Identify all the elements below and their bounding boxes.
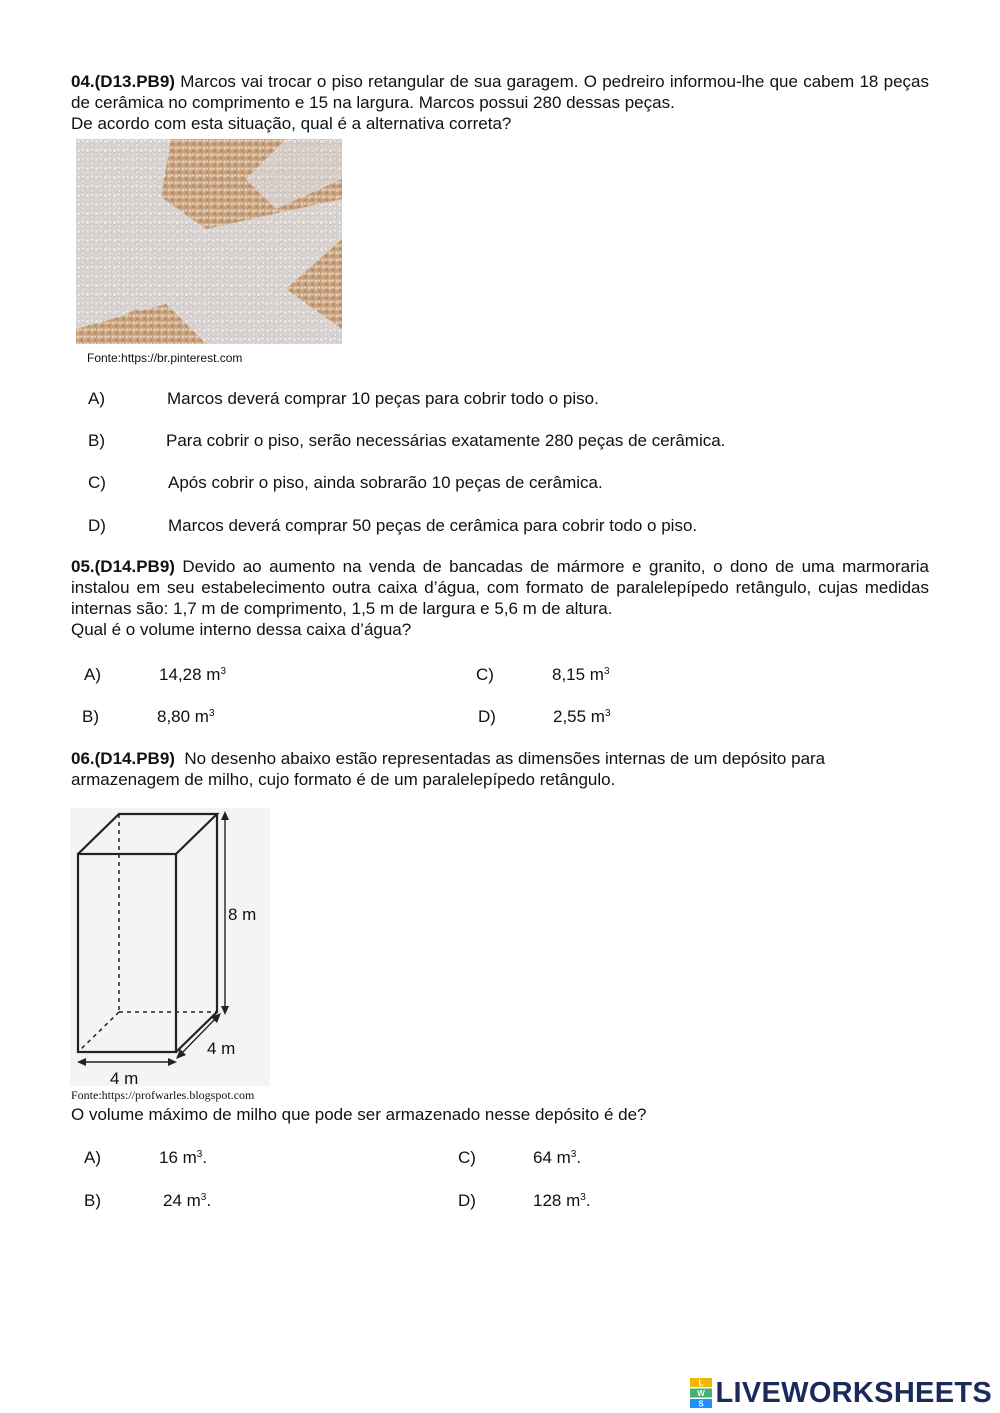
option-value: 24 m [163, 1191, 201, 1210]
question-05-code: 05.(D14.PB9) [71, 557, 175, 576]
question-04-option-a[interactable] [88, 388, 599, 409]
option-value: 16 m [159, 1148, 197, 1167]
option-value: 64 m [533, 1148, 571, 1167]
question-05-option-d[interactable] [478, 706, 611, 727]
question-04-prompt: De acordo com esta situação, qual é a alternativa correta? [71, 114, 512, 133]
option-exponent: 3 [570, 1149, 577, 1160]
question-04-source: Fonte:https://br.pinterest.com [87, 351, 243, 365]
option-suffix: . [585, 1191, 591, 1210]
option-letter: B) [82, 707, 99, 726]
option-letter: D) [478, 707, 496, 726]
option-letter: C) [458, 1148, 476, 1167]
logo-text: LIVEWORKSHEETS [715, 1377, 992, 1409]
option-letter: C) [88, 473, 106, 492]
question-05-option-c[interactable] [476, 664, 610, 685]
option-letter: A) [84, 665, 101, 684]
question-05-prompt: Qual é o volume interno dessa caixa d’água? [71, 620, 412, 639]
question-06-code: 06.(D14.PB9) [71, 749, 175, 768]
liveworksheets-logo[interactable] [690, 1378, 993, 1408]
option-text: Marcos deverá comprar 10 peças para cobrir todo o piso. [167, 389, 599, 408]
question-06-prompt: O volume máximo de milho que pode ser armazenado nesse depósito é de? [71, 1105, 647, 1124]
width-label: 4 m [110, 1069, 139, 1088]
height-label: 8 m [228, 905, 257, 924]
question-04-code: 04.(D13.PB9) [71, 72, 175, 91]
question-05-option-b[interactable] [82, 706, 215, 727]
question-06-source: Fonte:https://profwarles.blogspot.com [71, 1088, 255, 1102]
option-value: 128 m [533, 1191, 581, 1210]
liveworksheets-icon [690, 1378, 712, 1408]
question-04-option-c[interactable] [88, 472, 603, 493]
option-exponent: 3 [208, 708, 215, 719]
option-letter: A) [84, 1148, 101, 1167]
depot-box-diagram [70, 808, 270, 1086]
option-text: Após cobrir o piso, ainda sobrarão 10 peças de cerâmica. [168, 473, 603, 492]
option-suffix: . [206, 1191, 212, 1210]
question-06-statement [71, 748, 901, 790]
option-value: 8,80 m [157, 707, 209, 726]
option-suffix: . [576, 1148, 582, 1167]
option-value: 2,55 m [553, 707, 605, 726]
option-letter: B) [88, 431, 105, 450]
question-04-text: Marcos vai trocar o piso retangular de sua garagem. O pedreiro informou-lhe que cabem 18 peças de cerâmica no comprimento e 15 na largura. Marcos possui 280 dessas peças. [71, 72, 929, 112]
option-exponent: 3 [604, 708, 611, 719]
option-exponent: 3 [603, 666, 610, 677]
question-04-option-b[interactable] [88, 430, 726, 451]
logo-letter-l: L [698, 1378, 703, 1388]
option-exponent: 3 [200, 1192, 207, 1203]
option-letter: B) [84, 1191, 101, 1210]
option-value: 8,15 m [552, 665, 604, 684]
logo-letter-w: W [696, 1389, 705, 1398]
question-06-option-b[interactable] [84, 1190, 212, 1211]
option-letter: A) [88, 389, 105, 408]
question-06-option-c[interactable] [458, 1147, 582, 1168]
option-exponent: 3 [580, 1192, 586, 1203]
question-04-option-d[interactable] [88, 515, 698, 536]
option-text: Para cobrir o piso, serão necessárias exatamente 280 peças de cerâmica. [166, 431, 726, 450]
depth-label: 4 m [207, 1039, 236, 1058]
question-04-statement [71, 71, 929, 134]
option-value: 14,28 m [159, 665, 221, 684]
question-06-option-a[interactable] [84, 1147, 208, 1168]
question-06-text: No desenho abaixo estão representadas as dimensões internas de um depósito para armazenagem de milho, cujo formato é de um paralelepípedo retângulo. [71, 749, 826, 789]
question-05-text: Devido ao aumento na venda de bancadas de mármore e granito, o dono de uma marmoraria instalou em seu estabelecimento outra caixa d’água, com formato de paralelepípedo retângulo, cujas medidas internas são: 1,7 m de comprimento, 1,5 m de largura e 5,6 m de altura. [71, 557, 929, 618]
depot-figure [70, 808, 270, 1086]
option-letter: C) [476, 665, 494, 684]
ceramic-tile-image [76, 139, 342, 344]
option-suffix: . [202, 1148, 208, 1167]
question-06-option-d[interactable] [458, 1190, 591, 1211]
option-text: Marcos deverá comprar 50 peças de cerâmica para cobrir todo o piso. [168, 516, 698, 535]
option-letter: D) [458, 1191, 476, 1210]
option-letter: D) [88, 516, 106, 535]
option-exponent: 3 [220, 666, 226, 677]
logo-letter-s: S [697, 1399, 704, 1408]
option-exponent: 3 [196, 1149, 203, 1160]
question-05-option-a[interactable] [84, 664, 226, 685]
question-05-statement [71, 556, 929, 640]
